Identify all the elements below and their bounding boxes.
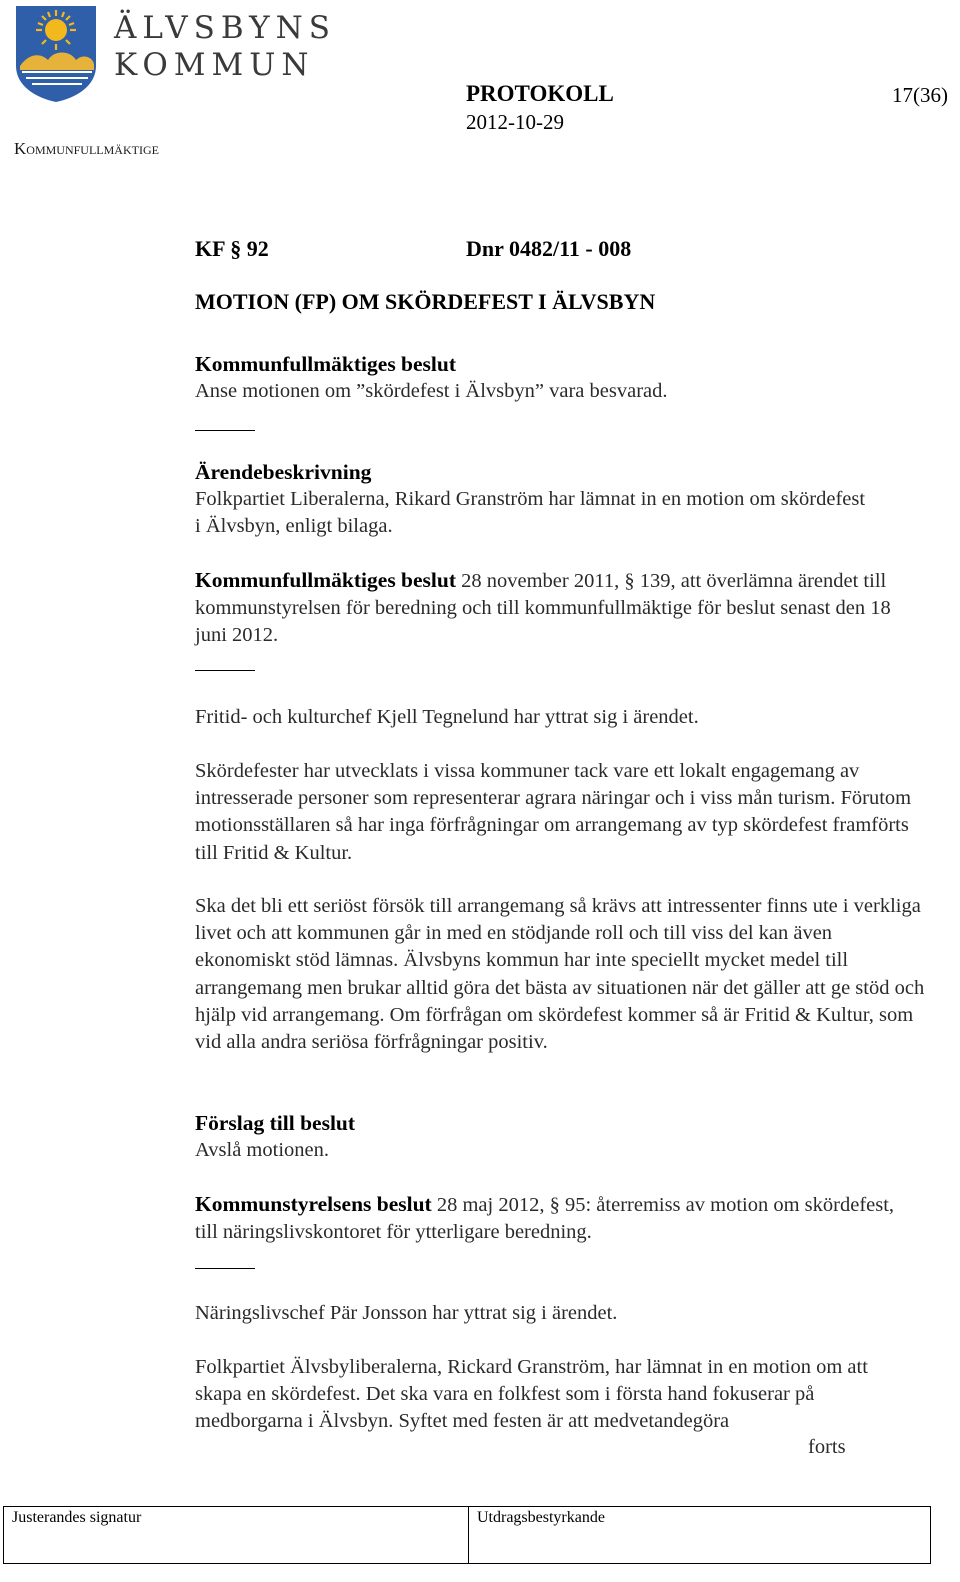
kf-decision-2011-text: 28 november 2011, § 139, att överlämna ärendet till kommunstyrelsen för beredning och till kommunfullmäktige för beslut senast den 18 juni 2012. [195, 570, 891, 647]
page-number: 17(36) [892, 83, 948, 107]
organization-name [114, 10, 336, 84]
case-title: MOTION (FP) OM SKÖRDEFEST I ÄLVSBYN [195, 289, 656, 314]
decision-text: Anse motionen om ”skördefest i Älvsbyn” vara besvarad. [195, 380, 668, 403]
diary-number: Dnr 0482/11 - 008 [466, 236, 632, 261]
closing-paragraph-1: Näringslivschef Pär Jonsson har yttrat sig i ärendet. [195, 1302, 618, 1324]
unit-name-text: Kommunfullmäktige [14, 139, 159, 158]
unit-name [14, 139, 159, 159]
ks-decision-text: 28 maj 2012, § 95: återremiss av motion om skördefest, till näringslivskontoret för ytterligare beredning. [195, 1194, 895, 1244]
kf-decision-2011 [195, 567, 915, 650]
paragraph-3: Ska det bli ett seriöst försök till arrangemang så krävs att intressenter finns ute i verkliga livet och att kommunen går in med en stödjande roll och till viss del kan även ekonomiskt stöd lämnas. Älvsbyns kommun har inte speciellt mycket medel till arrangemang men brukar alltid göra det bästa av situationen när det gäller att ge stöd och hjälp vid arrangemang. Om förfrågan om skördefest kommer så är Fritid & Kultur, som vid alla andra seriösa förfrågningar positiv. [195, 895, 925, 1054]
signature-footer [3, 1506, 931, 1564]
ks-decision-label: Kommunstyrelsens beslut [195, 1192, 432, 1216]
justifying-signature-cell [4, 1507, 469, 1563]
proposal-heading: Förslag till beslut [195, 1111, 356, 1135]
continued-marker: forts [808, 1436, 846, 1458]
organization-name-line2: KOMMUN [114, 47, 315, 83]
decision-section [195, 351, 930, 405]
sun-icon [36, 10, 76, 50]
kf-decision-2011-label: Kommunfullmäktiges beslut [195, 568, 457, 592]
document-date: 2012-10-29 [466, 110, 564, 134]
decision-heading: Kommunfullmäktiges beslut [195, 352, 457, 376]
organization-name-line1: ÄLVSBYNS [114, 10, 336, 46]
paragraph-number: KF § 92 [195, 236, 269, 261]
municipality-logo [14, 4, 98, 104]
description-section [195, 459, 930, 541]
proposal-text: Avslå motionen. [195, 1139, 329, 1162]
separator-line [195, 670, 255, 671]
proposal-section [195, 1110, 930, 1164]
document-type: PROTOKOLL [466, 81, 614, 106]
separator-line [195, 1268, 255, 1269]
closing-paragraph-2: Folkpartiet Älvsbyliberalerna, Rickard Granström, har lämnat in en motion om att skapa en skördefest. Det ska vara en folkfest som i första hand fokuserar på medborgarna i Älvsbyn. Syftet med festen är att medvetandegöra [195, 1356, 868, 1433]
paragraph-1: Fritid- och kulturchef Kjell Tegnelund har yttrat sig i ärendet. [195, 706, 699, 728]
ks-decision [195, 1191, 895, 1246]
justifying-signature-label: Justerandes signatur [12, 1509, 142, 1526]
separator-line [195, 430, 255, 431]
extract-certification-label: Utdragsbestyrkande [477, 1509, 605, 1526]
extract-certification-cell [469, 1507, 930, 1563]
paragraph-2: Skördefester har utvecklats i vissa kommuner tack vare ett lokalt engagemang av intresserade personer som representerar agrara näringar och i viss mån turism. Förutom motionsställaren så har inga förfrågningar om arrangemang av typ skördefest framförts till Fritid & Kultur. [195, 760, 912, 864]
description-heading: Ärendebeskrivning [195, 460, 372, 484]
description-text: Folkpartiet Liberalerna, Rikard Granström har lämnat in en motion om skördefest i Älvsbyn, enligt bilaga. [195, 488, 866, 538]
